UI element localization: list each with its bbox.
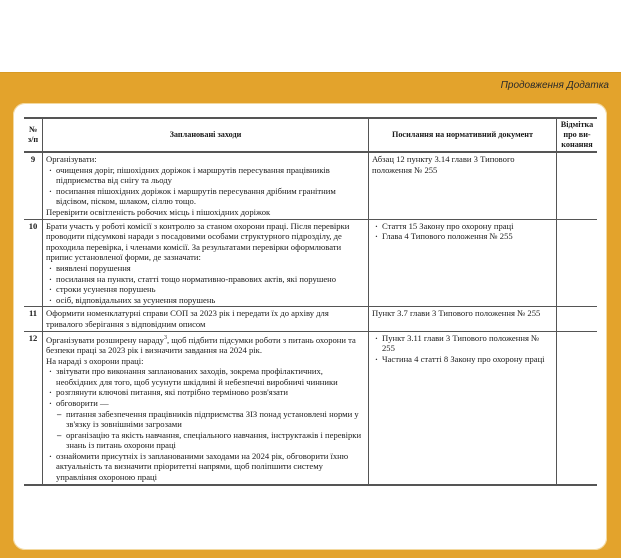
text: , щоб підбити підсумки роботи з питань охорони та безпеки праці за 2023 рік і визначити завдання на 2024 рік.: [46, 334, 356, 355]
list-item: · посилання на пункти, статті тощо нормативно-правових актів, які порушено: [56, 274, 365, 285]
row-measures: Оформити номенклатурні справи СОП за 2023 рік і передати їх до архіву для тривалого зберігання з відповідним описом: [43, 307, 369, 331]
list-item: – організацію та якість навчання, спеціального навчання, інструктажів і перевірки знань із питань охорони праці: [66, 430, 365, 451]
list-item: · обговорити —: [56, 398, 365, 409]
list-item: · осіб, відповідальних за усунення порушень: [56, 295, 365, 306]
text: [46, 333, 365, 356]
list-item: · Пункт 3.11 глави 3 Типового положення № 255: [382, 333, 553, 354]
row-reference: [369, 219, 557, 307]
row-number: 11: [24, 307, 43, 331]
row-number: 9: [24, 152, 43, 219]
text: На нараді з охорони праці:: [46, 355, 144, 366]
list: [46, 451, 365, 483]
list-item: · ознайомити присутніх із запланованими заходами на 2024 рік, обговорити їхню актуальність та визначити пріоритетні напрями, щоб поліпшити систему управління охороною праці: [56, 451, 365, 483]
row-measures: [43, 152, 369, 219]
table-row: [24, 219, 597, 307]
row-reference: Абзац 12 пункту 3.14 глави 3 Типового положення № 255: [369, 152, 557, 219]
row-reference: Пункт 3.7 глави 3 Типового положення № 255: [369, 307, 557, 331]
header-mark: Відмітка про ви-конання: [557, 118, 598, 152]
table-row: [24, 331, 597, 485]
list-item: · Частина 4 статті 8 Закону про охорону праці: [382, 354, 553, 365]
row-number: 10: [24, 219, 43, 307]
list-item: · очищення доріг, пішохідних доріжок і маршрутів пересування працівників підприємства від снігу та льоду: [56, 165, 365, 186]
table-row: [24, 152, 597, 219]
list-item: · розглянути ключові питання, які потрібно терміново розв'язати: [56, 387, 365, 398]
row-measures: [43, 219, 369, 307]
continuation-label: Продовження Додатка: [500, 80, 609, 91]
header-measures: Заплановані заходи: [43, 118, 369, 152]
table-row: [24, 307, 597, 331]
text: Брати участь у роботі комісії з контролю за станом охорони праці. Після перевірки проводити підсумкові наради з посадовими особами структурного підрозділу, де проходила перевірка, і членами комісії. За результатами перевірки оформлювати припис установленої форми, де зазначати:: [46, 220, 350, 263]
footnote-ref: 3: [163, 334, 167, 341]
row-reference: [369, 331, 557, 485]
list-item: · звітувати про виконання запланованих заходів, зокрема профілактичних, необхідних для того, щоб усунути шкідливі й небезпечні виробничі чинники: [56, 366, 365, 387]
list: [46, 263, 365, 305]
sub-list: [46, 409, 365, 451]
list-item: · посипання пішохідних доріжок і маршрутів пересування дрібним гранітним відсівом, піском, шлаком, сіллю тощо.: [56, 186, 365, 207]
list-item: · виявлені порушення: [56, 263, 365, 274]
text: Організувати розширену нараду: [46, 334, 164, 345]
list-item: · Глава 4 Типового положення № 255: [382, 231, 553, 242]
row-mark: [557, 307, 598, 331]
list-item: – питання забезпечення працівників підприємства ЗІЗ понад установлені норми у зв'язку із зовнішніми загрозами: [66, 409, 365, 430]
list: [372, 221, 553, 242]
row-number: 12: [24, 331, 43, 485]
list: [46, 165, 365, 207]
text: Перевірити освітленість робочих місць і пішохідних доріжок: [46, 206, 271, 217]
row-mark: [557, 331, 598, 485]
row-measures: [43, 331, 369, 485]
text: Організувати:: [46, 154, 97, 164]
list: [372, 333, 553, 365]
row-mark: [557, 152, 598, 219]
list-item: · Стаття 15 Закону про охорону праці: [382, 221, 553, 232]
list-item: · строки усунення порушень: [56, 284, 365, 295]
row-mark: [557, 219, 598, 307]
plan-table: [24, 117, 597, 486]
header-reference: Посилання на нормативний документ: [369, 118, 557, 152]
table-panel: [13, 103, 607, 550]
header-number: № з/п: [24, 118, 43, 152]
list: [46, 366, 365, 408]
